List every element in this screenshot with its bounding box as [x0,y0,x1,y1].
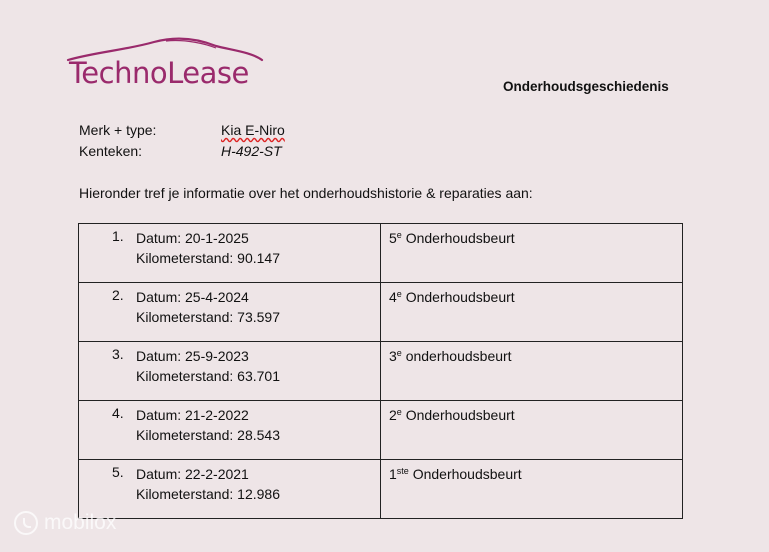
table-row [79,460,683,519]
plate-label: Kenteken: [79,143,143,159]
service-label: Onderhoudsbeurt [408,466,522,482]
service-ordinal-suffix: ste [396,466,409,476]
entry-mileage: Kilometerstand: 73.597 [136,309,280,325]
table-row [79,342,683,401]
entry-number: 3. [112,346,124,362]
mobilox-logo-icon [14,511,38,535]
maintenance-history-table [78,223,683,519]
service-type [381,401,682,425]
service-label: Onderhoudsbeurt [401,289,515,305]
entry-details-cell [79,401,381,460]
document-title: Onderhoudsgeschiedenis [503,79,669,94]
watermark-text: mobilox [44,511,117,534]
entry-date: Datum: 22-2-2021 [136,466,249,482]
table-row [79,401,683,460]
service-type [381,342,682,366]
service-label: Onderhoudsbeurt [401,407,515,423]
service-ordinal-suffix: e [396,230,402,240]
service-label: Onderhoudsbeurt [401,230,515,246]
logo-text: TechnoLease [69,56,249,90]
intro-text: Hieronder tref je informatie over het onderhoudshistorie & reparaties aan: [79,185,533,201]
service-ordinal: 4 [389,289,397,305]
service-type-cell [381,224,683,283]
entry-number: 4. [112,405,124,421]
service-ordinal: 3 [389,348,397,364]
entry-date: Datum: 25-9-2023 [136,348,249,364]
table-row [79,224,683,283]
service-type [381,224,682,248]
service-ordinal-suffix: e [396,289,402,299]
entry-details-cell [79,342,381,401]
make-value: Kia E-Niro [221,122,285,138]
entry-mileage: Kilometerstand: 28.543 [136,427,280,443]
service-type-cell [381,401,683,460]
service-ordinal: 2 [389,407,397,423]
service-type [381,460,682,484]
service-type-cell [381,460,683,519]
entry-number: 1. [112,228,124,244]
entry-details-cell [79,224,381,283]
watermark [14,511,116,535]
entry-number: 5. [112,464,124,480]
entry-date: Datum: 25-4-2024 [136,289,249,305]
entry-date: Datum: 21-2-2022 [136,407,249,423]
entry-date: Datum: 20-1-2025 [136,230,249,246]
entry-details-cell [79,283,381,342]
plate-value: H-492-ST [221,143,282,159]
service-label: onderhoudsbeurt [401,348,512,364]
service-ordinal-suffix: e [396,407,402,417]
service-ordinal: 5 [389,230,397,246]
entry-mileage: Kilometerstand: 63.701 [136,368,280,384]
technolease-logo [66,36,266,96]
service-ordinal: 1 [389,466,397,482]
make-label: Merk + type: [79,122,157,138]
service-type-cell [381,342,683,401]
table-row [79,283,683,342]
entry-mileage: Kilometerstand: 90.147 [136,250,280,266]
entry-number: 2. [112,287,124,303]
service-type-cell [381,283,683,342]
entry-mileage: Kilometerstand: 12.986 [136,486,280,502]
entry-details-cell [79,460,381,519]
service-ordinal-suffix: e [396,348,402,358]
service-type [381,283,682,307]
